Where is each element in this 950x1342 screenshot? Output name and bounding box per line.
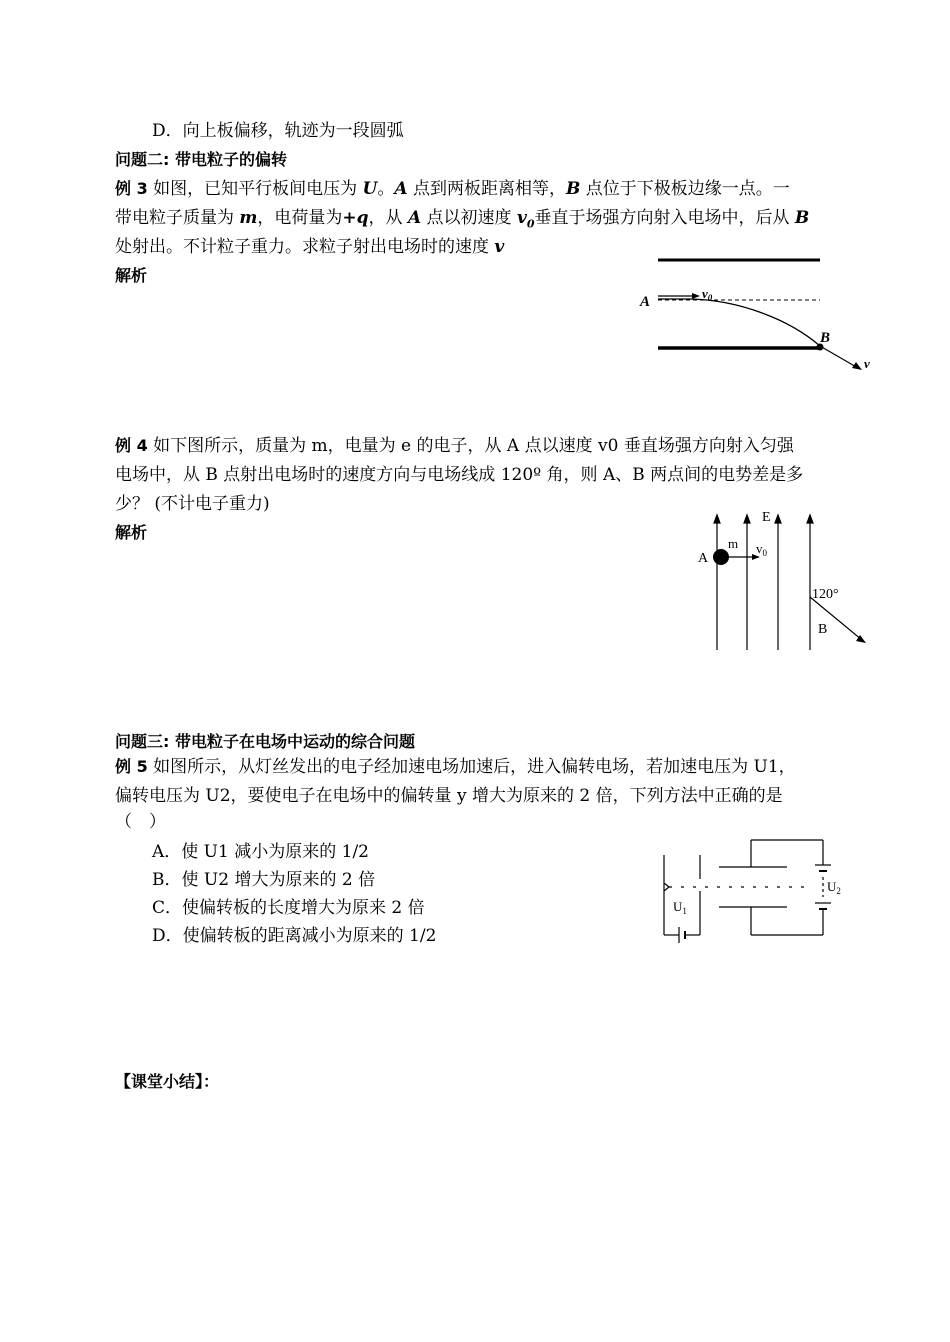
ex5-label: 例 5 xyxy=(115,757,148,776)
v-arrow xyxy=(820,346,858,368)
label-angle: 120° xyxy=(812,587,839,602)
var-v: v xyxy=(494,237,505,257)
label-A: A xyxy=(640,294,651,310)
ex5-line-1 xyxy=(115,753,796,781)
ex3-text: ，从 xyxy=(368,208,408,228)
ex4-line-3: 少？ (不计电子重力) xyxy=(115,494,270,514)
ex5-option-b: B．使 U2 增大为原来的 2 倍 xyxy=(152,870,376,890)
ex4-label: 例 4 xyxy=(115,436,148,455)
v-arrowhead xyxy=(852,362,862,370)
ex4-line-2: 电场中，从 B 点射出电场时的速度方向与电场线成 120º 角，则 A、B 两点间的电势差是多 xyxy=(115,465,804,485)
var-A: A xyxy=(394,179,408,199)
var-A: A xyxy=(407,208,422,228)
var-B: B xyxy=(565,179,581,199)
field-line-arrow xyxy=(714,515,720,523)
section-heading-2: 问题二: 带电粒子的偏转 xyxy=(115,150,287,169)
ex3-text: 带电粒子质量为 xyxy=(115,208,240,228)
label-v: v xyxy=(864,356,870,371)
label-v0: $v_0$ xyxy=(756,541,767,558)
ex3-line-3 xyxy=(115,233,504,261)
ex4-analysis: 解析 xyxy=(115,523,148,542)
filament xyxy=(664,883,669,891)
v0-arrowhead xyxy=(692,293,700,299)
ex5-option-a: A．使 U1 减小为原来的 1/2 xyxy=(152,842,369,862)
option-d-prev: D．向上板偏移，轨迹为一段圆弧 xyxy=(152,121,404,141)
label-A: A xyxy=(698,551,709,566)
ex3-figure xyxy=(630,250,890,380)
ex3-text: 垂直于场强方向射入电场中，后从 xyxy=(534,208,795,228)
ex4-text: 如下图所示，质量为 m，电量为 e 的电子，从 A 点以速度 v0 垂直场强方向射入匀强 xyxy=(147,436,794,456)
ex4-figure xyxy=(690,505,880,655)
field-line-arrow xyxy=(744,515,750,523)
ex3-line-1 xyxy=(115,175,790,203)
ex3-text: 点以初速度 xyxy=(421,208,517,228)
ex5-text: 如图所示，从灯丝发出的电子经加速电场加速后，进入偏转电场，若加速电压为 U1， xyxy=(147,757,796,777)
label-m: m xyxy=(728,536,739,551)
ex5-option-c: C．使偏转板的长度增大为原来 2 倍 xyxy=(152,898,425,918)
ex3-text: 。 xyxy=(377,179,395,199)
label-B: B xyxy=(818,622,828,637)
var-B: B xyxy=(794,208,810,228)
label-U1: $U_1$ xyxy=(673,899,687,916)
ex5-line-3: （ ） xyxy=(115,812,166,832)
electron-A xyxy=(713,549,729,565)
label-B: B xyxy=(820,330,831,346)
ex5-line-2: 偏转电压为 U2，要使电子在电场中的偏转量 y 增大为原来的 2 倍，下列方法中正确的是 xyxy=(115,786,783,806)
ex3-text: 点位于下极板边缘一点。一 xyxy=(580,179,790,199)
trajectory xyxy=(658,299,820,346)
var-m: m xyxy=(239,208,258,228)
ex3-analysis: 解析 xyxy=(115,266,148,285)
var-U: U xyxy=(362,179,378,199)
field-line-arrow xyxy=(807,515,813,523)
field-line-arrow xyxy=(775,515,781,523)
label-E: E xyxy=(762,510,771,525)
ex5-option-d: D．使偏转板的距离减小为原来的 1/2 xyxy=(152,926,437,946)
ex3-text: 处射出。不计粒子重力。求粒子射出电场时的速度 xyxy=(115,237,495,257)
ex3-text: 点到两板距离相等， xyxy=(407,179,566,199)
var-q: +q xyxy=(342,208,369,228)
label-v0: $v_0$ xyxy=(702,286,713,303)
ex3-text: ，电荷量为 xyxy=(257,208,343,228)
var-v0: $v_0$ xyxy=(516,208,535,231)
ex4-line-1 xyxy=(115,432,794,460)
ex5-circuit-figure xyxy=(655,835,855,950)
label-U2: $U_2$ xyxy=(827,879,841,896)
section-heading-3: 问题三: 带电粒子在电场中运动的综合问题 xyxy=(115,732,415,751)
ex3-text: 如图，已知平行板间电压为 xyxy=(147,179,363,199)
class-summary-heading: 【课堂小结】： xyxy=(115,1072,220,1091)
ex3-label: 例 3 xyxy=(115,179,148,198)
